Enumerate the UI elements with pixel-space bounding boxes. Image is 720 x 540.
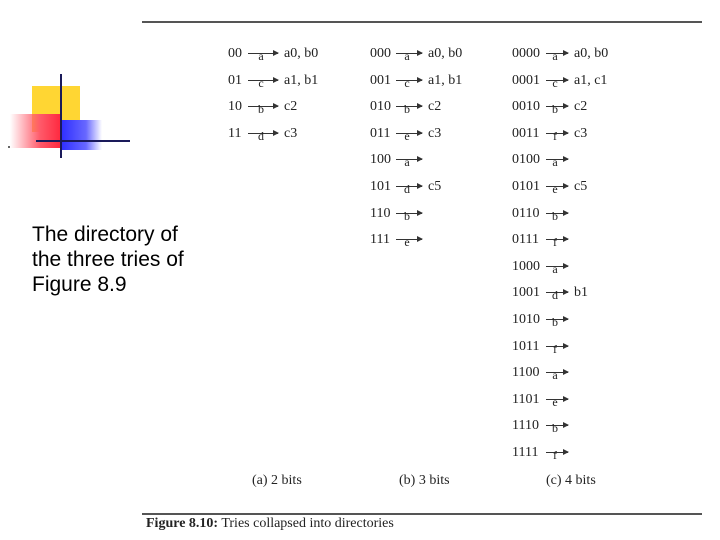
arrow-label: a <box>258 49 264 63</box>
entry-target: c5 <box>428 179 442 194</box>
arrow-label: d <box>404 182 410 196</box>
slide-caption-line: Figure 8.9 <box>32 273 127 296</box>
entry-target: c5 <box>574 179 588 194</box>
entry-code: 1001 <box>512 285 540 301</box>
arrow-icon <box>546 421 568 436</box>
arrow-icon <box>248 102 278 117</box>
arrow-icon <box>396 182 422 196</box>
arrow-icon <box>546 155 568 170</box>
arrow-label: d <box>258 128 264 143</box>
arrow-icon <box>546 75 568 90</box>
arrow-icon <box>546 448 568 462</box>
entry-code: 100 <box>370 152 391 168</box>
decor-red-square <box>10 114 60 148</box>
entry-code: 10 <box>228 99 242 115</box>
arrow-label: e <box>404 235 410 250</box>
arrow-icon <box>396 155 422 170</box>
entry-target: a0, b0 <box>428 46 463 61</box>
figure-caption-text: Tries collapsed into directories <box>221 516 394 531</box>
arrow-icon <box>546 49 568 63</box>
arrow-label: c <box>404 75 410 90</box>
entry-code: 0011 <box>512 125 540 141</box>
arrow-label: f <box>553 235 557 250</box>
entry-code: 0000 <box>512 46 540 61</box>
entry-code: 0110 <box>512 205 540 221</box>
arrow-icon <box>546 235 568 250</box>
arrow-icon <box>546 208 568 223</box>
arrow-label: a <box>552 261 558 276</box>
arrow-icon <box>546 288 568 303</box>
entry-target: a1, c1 <box>574 72 608 88</box>
subcaption-2-bits: (a) 2 bits <box>252 473 302 488</box>
arrow-icon <box>396 49 422 63</box>
arrow-icon <box>396 75 422 90</box>
slide-caption <box>32 222 232 297</box>
arrow-icon <box>248 49 278 63</box>
entry-code: 1000 <box>512 258 540 274</box>
decor-horizontal-line <box>36 140 130 142</box>
entry-code: 0100 <box>512 152 540 168</box>
arrow-icon <box>396 128 422 143</box>
arrow-label: f <box>553 341 557 356</box>
entry-code: 01 <box>228 72 242 88</box>
arrow-label: b <box>552 102 558 117</box>
arrow-label: b <box>552 208 558 223</box>
arrow-label: a <box>404 49 410 63</box>
entry-code: 1011 <box>512 338 540 354</box>
arrow-icon <box>396 235 422 250</box>
arrow-label: a <box>404 155 410 170</box>
arrow-label: b <box>552 315 558 329</box>
decor-vertical-line <box>60 74 62 158</box>
entry-target: a0, b0 <box>574 46 609 61</box>
entry-code: 0111 <box>512 232 539 248</box>
entry-code: 0010 <box>512 99 540 115</box>
slide-caption-line: The directory of <box>32 223 178 246</box>
slide-caption-line: the three tries of <box>32 248 184 271</box>
arrow-icon <box>546 341 568 356</box>
arrow-label: a <box>552 368 558 383</box>
arrow-icon <box>396 208 422 223</box>
entry-target: c2 <box>284 99 298 115</box>
entry-code: 1010 <box>512 312 540 327</box>
arrow-label: b <box>258 102 264 117</box>
arrow-label: b <box>552 421 558 436</box>
figure-bottom-rule <box>142 513 702 515</box>
arrow-icon <box>396 102 422 117</box>
entry-target: a0, b0 <box>284 46 319 61</box>
arrow-label: a <box>552 49 558 63</box>
arrow-icon <box>546 182 568 196</box>
entry-target: c2 <box>428 99 442 115</box>
arrow-label: e <box>404 128 410 143</box>
entry-code: 0001 <box>512 72 540 88</box>
entry-target: c2 <box>574 99 588 115</box>
figure-caption <box>146 516 394 532</box>
entry-code: 0101 <box>512 179 540 194</box>
subcaption-4-bits: (c) 4 bits <box>546 473 596 488</box>
entry-code: 1110 <box>512 418 539 434</box>
entry-target: c3 <box>574 125 588 141</box>
entry-target: b1 <box>574 285 588 301</box>
entry-code: 011 <box>370 125 391 141</box>
entry-code: 1101 <box>512 391 540 407</box>
arrow-icon <box>546 261 568 276</box>
arrow-label: c <box>258 75 264 90</box>
arrow-label: b <box>404 208 410 223</box>
entry-code: 101 <box>370 179 391 194</box>
figure-top-rule <box>142 21 702 23</box>
arrow-label: d <box>552 288 558 303</box>
decor-dot <box>8 146 10 148</box>
arrow-label: e <box>552 394 558 409</box>
entry-code: 000 <box>370 46 391 61</box>
arrow-icon <box>546 102 568 117</box>
entry-code: 1111 <box>512 445 539 460</box>
arrow-icon <box>546 394 568 409</box>
arrow-label: f <box>553 128 557 143</box>
arrow-icon <box>546 368 568 383</box>
entry-code: 1100 <box>512 365 540 381</box>
figure-caption-number: Figure 8.10: <box>146 516 219 531</box>
subcaption-3-bits: (b) 3 bits <box>399 473 450 488</box>
arrow-icon <box>546 128 568 143</box>
entry-code: 00 <box>228 46 242 61</box>
entry-target: c3 <box>284 125 298 141</box>
decor-blue-square <box>62 120 102 150</box>
entry-code: 111 <box>370 232 390 248</box>
arrow-label: e <box>552 182 558 196</box>
entry-code: 11 <box>228 125 242 141</box>
arrow-label: f <box>553 448 557 462</box>
entry-code: 110 <box>370 205 391 221</box>
arrow-label: c <box>552 75 558 90</box>
entry-code: 001 <box>370 72 391 88</box>
entry-target: c3 <box>428 125 442 141</box>
arrow-icon <box>248 75 278 90</box>
arrow-label: a <box>552 155 558 170</box>
entry-target: a1, b1 <box>428 72 463 88</box>
arrow-icon <box>546 315 568 329</box>
arrow-label: b <box>404 102 410 117</box>
entry-code: 010 <box>370 99 391 115</box>
arrow-icon <box>248 128 278 143</box>
entry-target: a1, b1 <box>284 72 319 88</box>
